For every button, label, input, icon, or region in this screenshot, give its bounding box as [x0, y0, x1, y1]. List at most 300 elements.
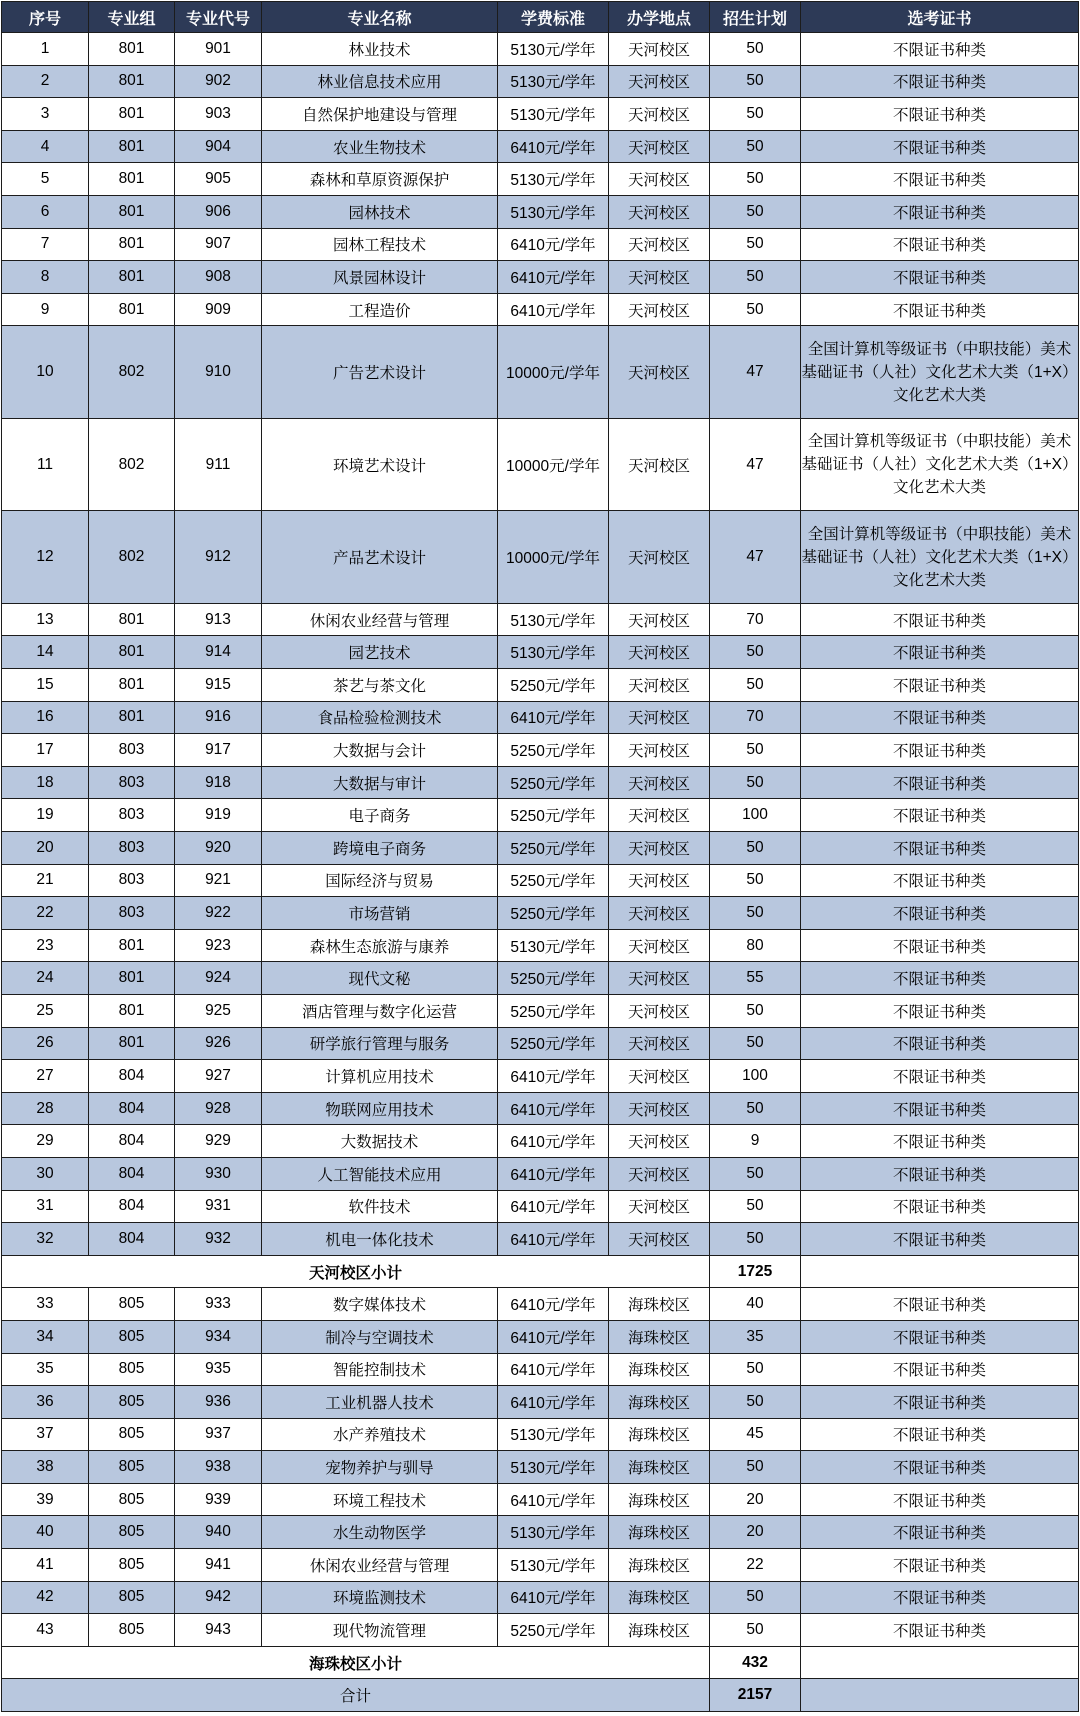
- table-row: [2, 130, 1079, 163]
- table-header: [2, 2, 1079, 33]
- cell-plan: 9: [710, 1125, 801, 1158]
- cell-seq: 23: [2, 929, 89, 962]
- cell-campus: 天河校区: [609, 326, 710, 419]
- cell-plan: 50: [710, 1027, 801, 1060]
- cell-major-name: 人工智能技术应用: [262, 1157, 498, 1190]
- cell-seq: 29: [2, 1125, 89, 1158]
- cell-tuition: 10000元/学年: [498, 326, 609, 419]
- cell-campus: 海珠校区: [609, 1614, 710, 1647]
- cell-seq: 27: [2, 1060, 89, 1093]
- cell-plan: 35: [710, 1320, 801, 1353]
- cell-tuition: 5250元/学年: [498, 734, 609, 767]
- cell-group: 801: [89, 669, 175, 702]
- cell-major-name: 休闲农业经营与管理: [262, 1549, 498, 1582]
- cell-certificate: 不限证书种类: [801, 1353, 1079, 1386]
- table-row: [2, 994, 1079, 1027]
- header-group: 专业组: [89, 2, 175, 33]
- cell-certificate: 不限证书种类: [801, 832, 1079, 865]
- enrollment-plan-table: [1, 1, 1079, 1712]
- cell-campus: 天河校区: [609, 1092, 710, 1125]
- cell-plan: 100: [710, 799, 801, 832]
- table-row: [2, 832, 1079, 865]
- table-row: [2, 163, 1079, 196]
- cell-plan: 50: [710, 163, 801, 196]
- table-row: [2, 669, 1079, 702]
- cell-major-name: 酒店管理与数字化运营: [262, 994, 498, 1027]
- cell-major-name: 软件技术: [262, 1190, 498, 1223]
- cell-major-name: 休闲农业经营与管理: [262, 603, 498, 636]
- cell-major-name: 跨境电子商务: [262, 832, 498, 865]
- cell-major-name: 产品艺术设计: [262, 511, 498, 604]
- cell-code: 907: [175, 228, 262, 261]
- cell-seq: 17: [2, 734, 89, 767]
- cell-certificate: 不限证书种类: [801, 669, 1079, 702]
- cell-major-name: 宠物养护与驯导: [262, 1451, 498, 1484]
- cell-campus: 天河校区: [609, 418, 710, 511]
- cell-group: 803: [89, 864, 175, 897]
- cell-certificate: 不限证书种类: [801, 1451, 1079, 1484]
- cell-certificate: 不限证书种类: [801, 1516, 1079, 1549]
- cell-seq: 15: [2, 669, 89, 702]
- cell-campus: 天河校区: [609, 864, 710, 897]
- cell-campus: 天河校区: [609, 1223, 710, 1256]
- cell-tuition: 6410元/学年: [498, 1353, 609, 1386]
- cell-certificate: 全国计算机等级证书（中职技能）美术基础证书（人社）文化艺术大类（1+X）文化艺术大类: [801, 418, 1079, 511]
- cell-major-name: 市场营销: [262, 897, 498, 930]
- cell-seq: 7: [2, 228, 89, 261]
- cell-major-name: 数字媒体技术: [262, 1288, 498, 1321]
- cell-campus: 天河校区: [609, 962, 710, 995]
- table-row: [2, 33, 1079, 66]
- cell-code: 924: [175, 962, 262, 995]
- cell-plan: 50: [710, 228, 801, 261]
- cell-major-name: 制冷与空调技术: [262, 1320, 498, 1353]
- cell-certificate: 不限证书种类: [801, 228, 1079, 261]
- cell-group: 804: [89, 1092, 175, 1125]
- cell-campus: 天河校区: [609, 1157, 710, 1190]
- cell-campus: 天河校区: [609, 734, 710, 767]
- cell-code: 901: [175, 33, 262, 66]
- header-certificate: 选考证书: [801, 2, 1079, 33]
- cell-tuition: 5130元/学年: [498, 1451, 609, 1484]
- table-row: [2, 511, 1079, 604]
- cell-tuition: 5130元/学年: [498, 636, 609, 669]
- cell-code: 914: [175, 636, 262, 669]
- cell-certificate: 不限证书种类: [801, 65, 1079, 98]
- cell-certificate: 不限证书种类: [801, 1418, 1079, 1451]
- table-row: [2, 929, 1079, 962]
- cell-seq: 21: [2, 864, 89, 897]
- cell-plan: 70: [710, 603, 801, 636]
- cell-group: 801: [89, 929, 175, 962]
- cell-campus: 海珠校区: [609, 1386, 710, 1419]
- cell-seq: 34: [2, 1320, 89, 1353]
- cell-campus: 天河校区: [609, 65, 710, 98]
- cell-seq: 39: [2, 1483, 89, 1516]
- cell-code: 917: [175, 734, 262, 767]
- cell-group: 805: [89, 1418, 175, 1451]
- cell-major-name: 国际经济与贸易: [262, 864, 498, 897]
- table-row: [2, 1581, 1079, 1614]
- cell-code: 934: [175, 1320, 262, 1353]
- cell-seq: 31: [2, 1190, 89, 1223]
- table-row: [2, 603, 1079, 636]
- cell-plan: 50: [710, 1353, 801, 1386]
- cell-certificate: 不限证书种类: [801, 130, 1079, 163]
- cell-code: 933: [175, 1288, 262, 1321]
- cell-campus: 天河校区: [609, 511, 710, 604]
- cell-seq: 13: [2, 603, 89, 636]
- cell-seq: 22: [2, 897, 89, 930]
- cell-campus: 海珠校区: [609, 1581, 710, 1614]
- cell-major-name: 农业生物技术: [262, 130, 498, 163]
- cell-seq: 28: [2, 1092, 89, 1125]
- cell-seq: 36: [2, 1386, 89, 1419]
- cell-seq: 8: [2, 261, 89, 294]
- cell-certificate: 不限证书种类: [801, 962, 1079, 995]
- cell-certificate: 不限证书种类: [801, 195, 1079, 228]
- cell-seq: 12: [2, 511, 89, 604]
- table-row: [2, 261, 1079, 294]
- cell-seq: 30: [2, 1157, 89, 1190]
- table-row: [2, 636, 1079, 669]
- cell-plan: 47: [710, 418, 801, 511]
- table-row: [2, 98, 1079, 131]
- cell-certificate: 不限证书种类: [801, 1581, 1079, 1614]
- cell-tuition: 6410元/学年: [498, 1060, 609, 1093]
- cell-tuition: 6410元/学年: [498, 1288, 609, 1321]
- table-row: [2, 1353, 1079, 1386]
- cell-seq: 40: [2, 1516, 89, 1549]
- cell-seq: 9: [2, 293, 89, 326]
- header-code: 专业代号: [175, 2, 262, 33]
- table-row: [2, 195, 1079, 228]
- cell-code: 918: [175, 766, 262, 799]
- cell-tuition: 6410元/学年: [498, 701, 609, 734]
- cell-group: 804: [89, 1190, 175, 1223]
- cell-plan: 50: [710, 1581, 801, 1614]
- cell-group: 803: [89, 799, 175, 832]
- cell-certificate: 不限证书种类: [801, 1549, 1079, 1582]
- cell-tuition: 6410元/学年: [498, 1483, 609, 1516]
- cell-certificate: 不限证书种类: [801, 1483, 1079, 1516]
- cell-campus: 海珠校区: [609, 1483, 710, 1516]
- cell-tuition: 6410元/学年: [498, 1092, 609, 1125]
- table-row: [2, 734, 1079, 767]
- cell-code: 942: [175, 1581, 262, 1614]
- cell-major-name: 园艺技术: [262, 636, 498, 669]
- table-row: [2, 1549, 1079, 1582]
- cell-group: 805: [89, 1516, 175, 1549]
- cell-certificate: 不限证书种类: [801, 1060, 1079, 1093]
- table-row: [2, 1288, 1079, 1321]
- cell-certificate: 不限证书种类: [801, 1092, 1079, 1125]
- cell-code: 923: [175, 929, 262, 962]
- cell-major-name: 工业机器人技术: [262, 1386, 498, 1419]
- cell-code: 932: [175, 1223, 262, 1256]
- cell-seq: 10: [2, 326, 89, 419]
- cell-tuition: 6410元/学年: [498, 1125, 609, 1158]
- cell-major-name: 现代物流管理: [262, 1614, 498, 1647]
- cell-group: 802: [89, 326, 175, 419]
- empty-cell: [801, 1679, 1079, 1712]
- cell-seq: 18: [2, 766, 89, 799]
- cell-plan: 50: [710, 897, 801, 930]
- header-tuition: 学费标准: [498, 2, 609, 33]
- cell-major-name: 茶艺与茶文化: [262, 669, 498, 702]
- empty-cell: [801, 1646, 1079, 1679]
- table-row: [2, 1418, 1079, 1451]
- cell-group: 805: [89, 1581, 175, 1614]
- total-row: [2, 1679, 1079, 1712]
- cell-major-name: 食品检验检测技术: [262, 701, 498, 734]
- cell-plan: 50: [710, 669, 801, 702]
- cell-plan: 50: [710, 636, 801, 669]
- cell-tuition: 5250元/学年: [498, 1614, 609, 1647]
- cell-campus: 天河校区: [609, 1060, 710, 1093]
- table-row: [2, 1190, 1079, 1223]
- table-row: [2, 1516, 1079, 1549]
- cell-group: 801: [89, 195, 175, 228]
- cell-major-name: 森林和草原资源保护: [262, 163, 498, 196]
- cell-code: 921: [175, 864, 262, 897]
- table-row: [2, 1092, 1079, 1125]
- cell-plan: 20: [710, 1516, 801, 1549]
- cell-seq: 35: [2, 1353, 89, 1386]
- cell-code: 915: [175, 669, 262, 702]
- cell-major-name: 园林技术: [262, 195, 498, 228]
- subtotal-row: [2, 1255, 1079, 1288]
- cell-plan: 50: [710, 293, 801, 326]
- cell-tuition: 5130元/学年: [498, 163, 609, 196]
- table-row: [2, 1386, 1079, 1419]
- table-row: [2, 701, 1079, 734]
- cell-plan: 50: [710, 1092, 801, 1125]
- cell-tuition: 6410元/学年: [498, 261, 609, 294]
- cell-seq: 20: [2, 832, 89, 865]
- cell-major-name: 林业技术: [262, 33, 498, 66]
- cell-group: 801: [89, 33, 175, 66]
- cell-plan: 50: [710, 1614, 801, 1647]
- table-row: [2, 1451, 1079, 1484]
- cell-major-name: 现代文秘: [262, 962, 498, 995]
- cell-code: 930: [175, 1157, 262, 1190]
- cell-seq: 42: [2, 1581, 89, 1614]
- cell-seq: 14: [2, 636, 89, 669]
- cell-campus: 天河校区: [609, 766, 710, 799]
- table-row: [2, 1320, 1079, 1353]
- cell-seq: 37: [2, 1418, 89, 1451]
- table-row: [2, 1125, 1079, 1158]
- cell-tuition: 5250元/学年: [498, 669, 609, 702]
- cell-major-name: 风景园林设计: [262, 261, 498, 294]
- cell-major-name: 研学旅行管理与服务: [262, 1027, 498, 1060]
- total-plan: 2157: [710, 1679, 801, 1712]
- cell-code: 908: [175, 261, 262, 294]
- cell-plan: 55: [710, 962, 801, 995]
- cell-plan: 50: [710, 1157, 801, 1190]
- table-row: [2, 1614, 1079, 1647]
- cell-code: 936: [175, 1386, 262, 1419]
- cell-seq: 24: [2, 962, 89, 995]
- header-campus: 办学地点: [609, 2, 710, 33]
- cell-tuition: 5250元/学年: [498, 1027, 609, 1060]
- cell-certificate: 不限证书种类: [801, 701, 1079, 734]
- cell-campus: 天河校区: [609, 1125, 710, 1158]
- cell-plan: 47: [710, 326, 801, 419]
- total-label: 合计: [2, 1679, 710, 1712]
- table-row: [2, 897, 1079, 930]
- cell-code: 919: [175, 799, 262, 832]
- table-row: [2, 766, 1079, 799]
- table-row: [2, 1157, 1079, 1190]
- cell-code: 943: [175, 1614, 262, 1647]
- cell-seq: 33: [2, 1288, 89, 1321]
- cell-plan: 50: [710, 1386, 801, 1419]
- cell-campus: 天河校区: [609, 130, 710, 163]
- cell-tuition: 5130元/学年: [498, 195, 609, 228]
- cell-code: 925: [175, 994, 262, 1027]
- cell-code: 911: [175, 418, 262, 511]
- cell-certificate: 不限证书种类: [801, 897, 1079, 930]
- cell-group: 804: [89, 1223, 175, 1256]
- cell-seq: 6: [2, 195, 89, 228]
- table-row: [2, 1483, 1079, 1516]
- cell-group: 803: [89, 734, 175, 767]
- cell-tuition: 5130元/学年: [498, 929, 609, 962]
- cell-tuition: 5250元/学年: [498, 897, 609, 930]
- cell-tuition: 6410元/学年: [498, 1320, 609, 1353]
- cell-plan: 50: [710, 33, 801, 66]
- cell-tuition: 5250元/学年: [498, 864, 609, 897]
- cell-group: 801: [89, 130, 175, 163]
- cell-major-name: 水产养殖技术: [262, 1418, 498, 1451]
- cell-seq: 16: [2, 701, 89, 734]
- cell-certificate: 全国计算机等级证书（中职技能）美术基础证书（人社）文化艺术大类（1+X）文化艺术大类: [801, 511, 1079, 604]
- cell-group: 803: [89, 766, 175, 799]
- cell-certificate: 不限证书种类: [801, 864, 1079, 897]
- cell-group: 801: [89, 98, 175, 131]
- cell-major-name: 森林生态旅游与康养: [262, 929, 498, 962]
- cell-seq: 4: [2, 130, 89, 163]
- cell-major-name: 水生动物医学: [262, 1516, 498, 1549]
- cell-plan: 50: [710, 832, 801, 865]
- cell-code: 927: [175, 1060, 262, 1093]
- cell-tuition: 6410元/学年: [498, 1190, 609, 1223]
- cell-plan: 50: [710, 261, 801, 294]
- cell-campus: 海珠校区: [609, 1451, 710, 1484]
- header-plan: 招生计划: [710, 2, 801, 33]
- cell-certificate: 不限证书种类: [801, 1157, 1079, 1190]
- table-body: [2, 33, 1079, 1712]
- cell-certificate: 不限证书种类: [801, 1386, 1079, 1419]
- cell-code: 926: [175, 1027, 262, 1060]
- cell-certificate: 不限证书种类: [801, 1190, 1079, 1223]
- cell-campus: 天河校区: [609, 33, 710, 66]
- cell-seq: 2: [2, 65, 89, 98]
- cell-seq: 26: [2, 1027, 89, 1060]
- table-row: [2, 228, 1079, 261]
- cell-tuition: 5250元/学年: [498, 994, 609, 1027]
- cell-seq: 25: [2, 994, 89, 1027]
- cell-tuition: 6410元/学年: [498, 228, 609, 261]
- cell-group: 805: [89, 1386, 175, 1419]
- cell-code: 928: [175, 1092, 262, 1125]
- cell-plan: 50: [710, 130, 801, 163]
- cell-plan: 50: [710, 1223, 801, 1256]
- cell-code: 920: [175, 832, 262, 865]
- cell-plan: 40: [710, 1288, 801, 1321]
- cell-certificate: 不限证书种类: [801, 1320, 1079, 1353]
- cell-group: 802: [89, 511, 175, 604]
- cell-group: 801: [89, 603, 175, 636]
- cell-major-name: 机电一体化技术: [262, 1223, 498, 1256]
- cell-group: 803: [89, 897, 175, 930]
- cell-group: 805: [89, 1549, 175, 1582]
- cell-campus: 海珠校区: [609, 1353, 710, 1386]
- cell-certificate: 不限证书种类: [801, 799, 1079, 832]
- cell-seq: 1: [2, 33, 89, 66]
- cell-seq: 43: [2, 1614, 89, 1647]
- cell-code: 916: [175, 701, 262, 734]
- cell-plan: 22: [710, 1549, 801, 1582]
- cell-code: 904: [175, 130, 262, 163]
- cell-group: 801: [89, 994, 175, 1027]
- cell-major-name: 电子商务: [262, 799, 498, 832]
- subtotal-label: 天河校区小计: [2, 1255, 710, 1288]
- cell-seq: 3: [2, 98, 89, 131]
- cell-seq: 19: [2, 799, 89, 832]
- cell-seq: 11: [2, 418, 89, 511]
- cell-group: 801: [89, 228, 175, 261]
- cell-code: 938: [175, 1451, 262, 1484]
- cell-major-name: 大数据与审计: [262, 766, 498, 799]
- cell-certificate: 不限证书种类: [801, 261, 1079, 294]
- cell-campus: 天河校区: [609, 832, 710, 865]
- cell-campus: 海珠校区: [609, 1516, 710, 1549]
- cell-group: 804: [89, 1060, 175, 1093]
- cell-certificate: 不限证书种类: [801, 1223, 1079, 1256]
- cell-group: 805: [89, 1288, 175, 1321]
- cell-code: 905: [175, 163, 262, 196]
- cell-certificate: 不限证书种类: [801, 929, 1079, 962]
- cell-seq: 32: [2, 1223, 89, 1256]
- cell-tuition: 5130元/学年: [498, 65, 609, 98]
- cell-code: 931: [175, 1190, 262, 1223]
- table-row: [2, 1223, 1079, 1256]
- cell-code: 939: [175, 1483, 262, 1516]
- cell-major-name: 智能控制技术: [262, 1353, 498, 1386]
- cell-tuition: 6410元/学年: [498, 1157, 609, 1190]
- cell-campus: 天河校区: [609, 261, 710, 294]
- cell-plan: 80: [710, 929, 801, 962]
- cell-code: 913: [175, 603, 262, 636]
- cell-major-name: 物联网应用技术: [262, 1092, 498, 1125]
- subtotal-row: [2, 1646, 1079, 1679]
- subtotal-plan: 432: [710, 1646, 801, 1679]
- cell-major-name: 环境工程技术: [262, 1483, 498, 1516]
- table-row: [2, 962, 1079, 995]
- cell-plan: 50: [710, 734, 801, 767]
- cell-campus: 天河校区: [609, 195, 710, 228]
- cell-major-name: 环境监测技术: [262, 1581, 498, 1614]
- cell-plan: 47: [710, 511, 801, 604]
- cell-campus: 天河校区: [609, 293, 710, 326]
- cell-plan: 100: [710, 1060, 801, 1093]
- cell-group: 801: [89, 636, 175, 669]
- cell-group: 805: [89, 1353, 175, 1386]
- table-row: [2, 293, 1079, 326]
